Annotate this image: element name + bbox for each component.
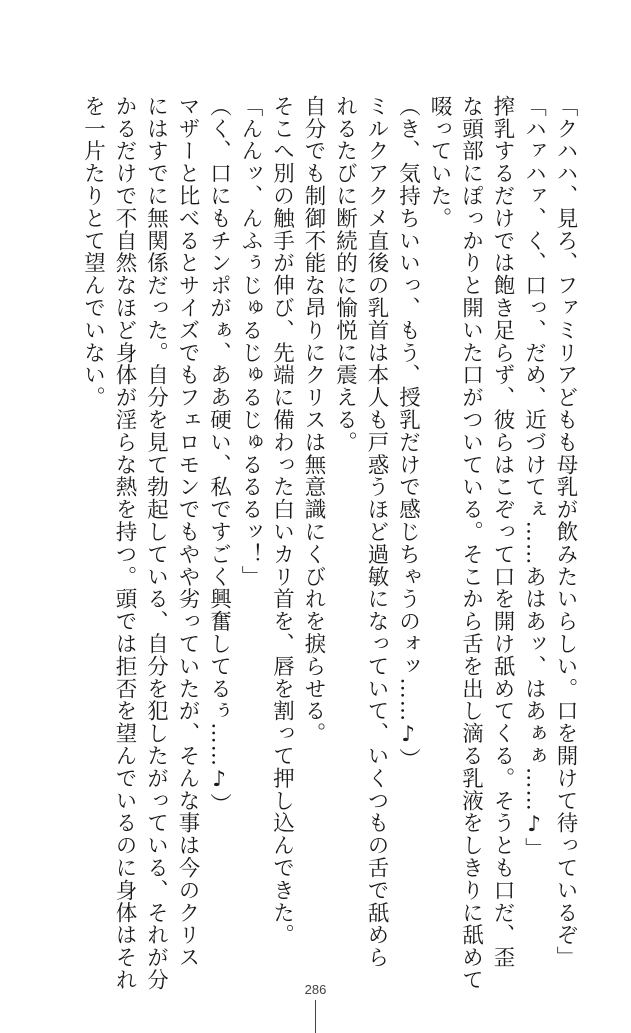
page-number: 286 [304,982,327,997]
text-line: マザーと比べるとサイズでもフェロモンでもやや劣っていたが、そんな事は今のクリス [175,95,200,969]
text-line: にはすでに無関係だった。自分を見て勃起している、自分を犯したがっている、それが分 [143,95,169,991]
text-line: を一片たりとて望んでいない。 [80,95,106,409]
text-line: （き、気持ちいいっ、もう、授乳だけで感じちゃうのォッ……♪） [395,95,421,771]
text-line: 搾乳するだけでは飽き足らず、彼らはこぞって口を開け舐めてくる。そうとも口だ、歪 [490,95,515,969]
text-line: 自分でも制御不能な昂りにクリスは無意識にくびれを捩らせる。 [301,95,326,745]
text-line: そこへ別の触手が伸び、先端に備わった白いカリ首を、唇を割って押し込んできた。 [269,95,295,947]
text-line: かるだけで不自然なほど身体が淫らな熱を持つ。頭では拒否を望んでいるのに身体はそれ [112,95,137,991]
text-line: ミルクアクメ直後の乳首は本人も戸惑うほど過敏になっていて、いくつもの舌で舐めら [364,95,389,969]
text-line: な頭部にぽっかりと開いた口がついている。そこから舌を出し滴る乳液をしきりに舐めて [458,95,484,991]
text-line: 「ハァハァ、く、口っ、だめ、近づけてぇ……あはあッ、はあぁぁ……♪」 [521,95,547,861]
page-number-rule [315,1000,316,1033]
text-line: れるたびに断続的に愉悦に震える。 [332,95,358,454]
text-line: 「クハハ、見ろ、ファミリアどもも母乳が飲みたいらしい。口を開けて待っているぞ」 [553,95,578,969]
text-line: 啜っていた。 [427,95,452,230]
text-line: （く、口にもチンポがぁ、ああ硬い、私ですごく興奮してるぅ……♪） [206,95,232,816]
text-line: 「んんッ、んふぅじゅるじゅるじゅるるるッ！」 [238,95,263,588]
